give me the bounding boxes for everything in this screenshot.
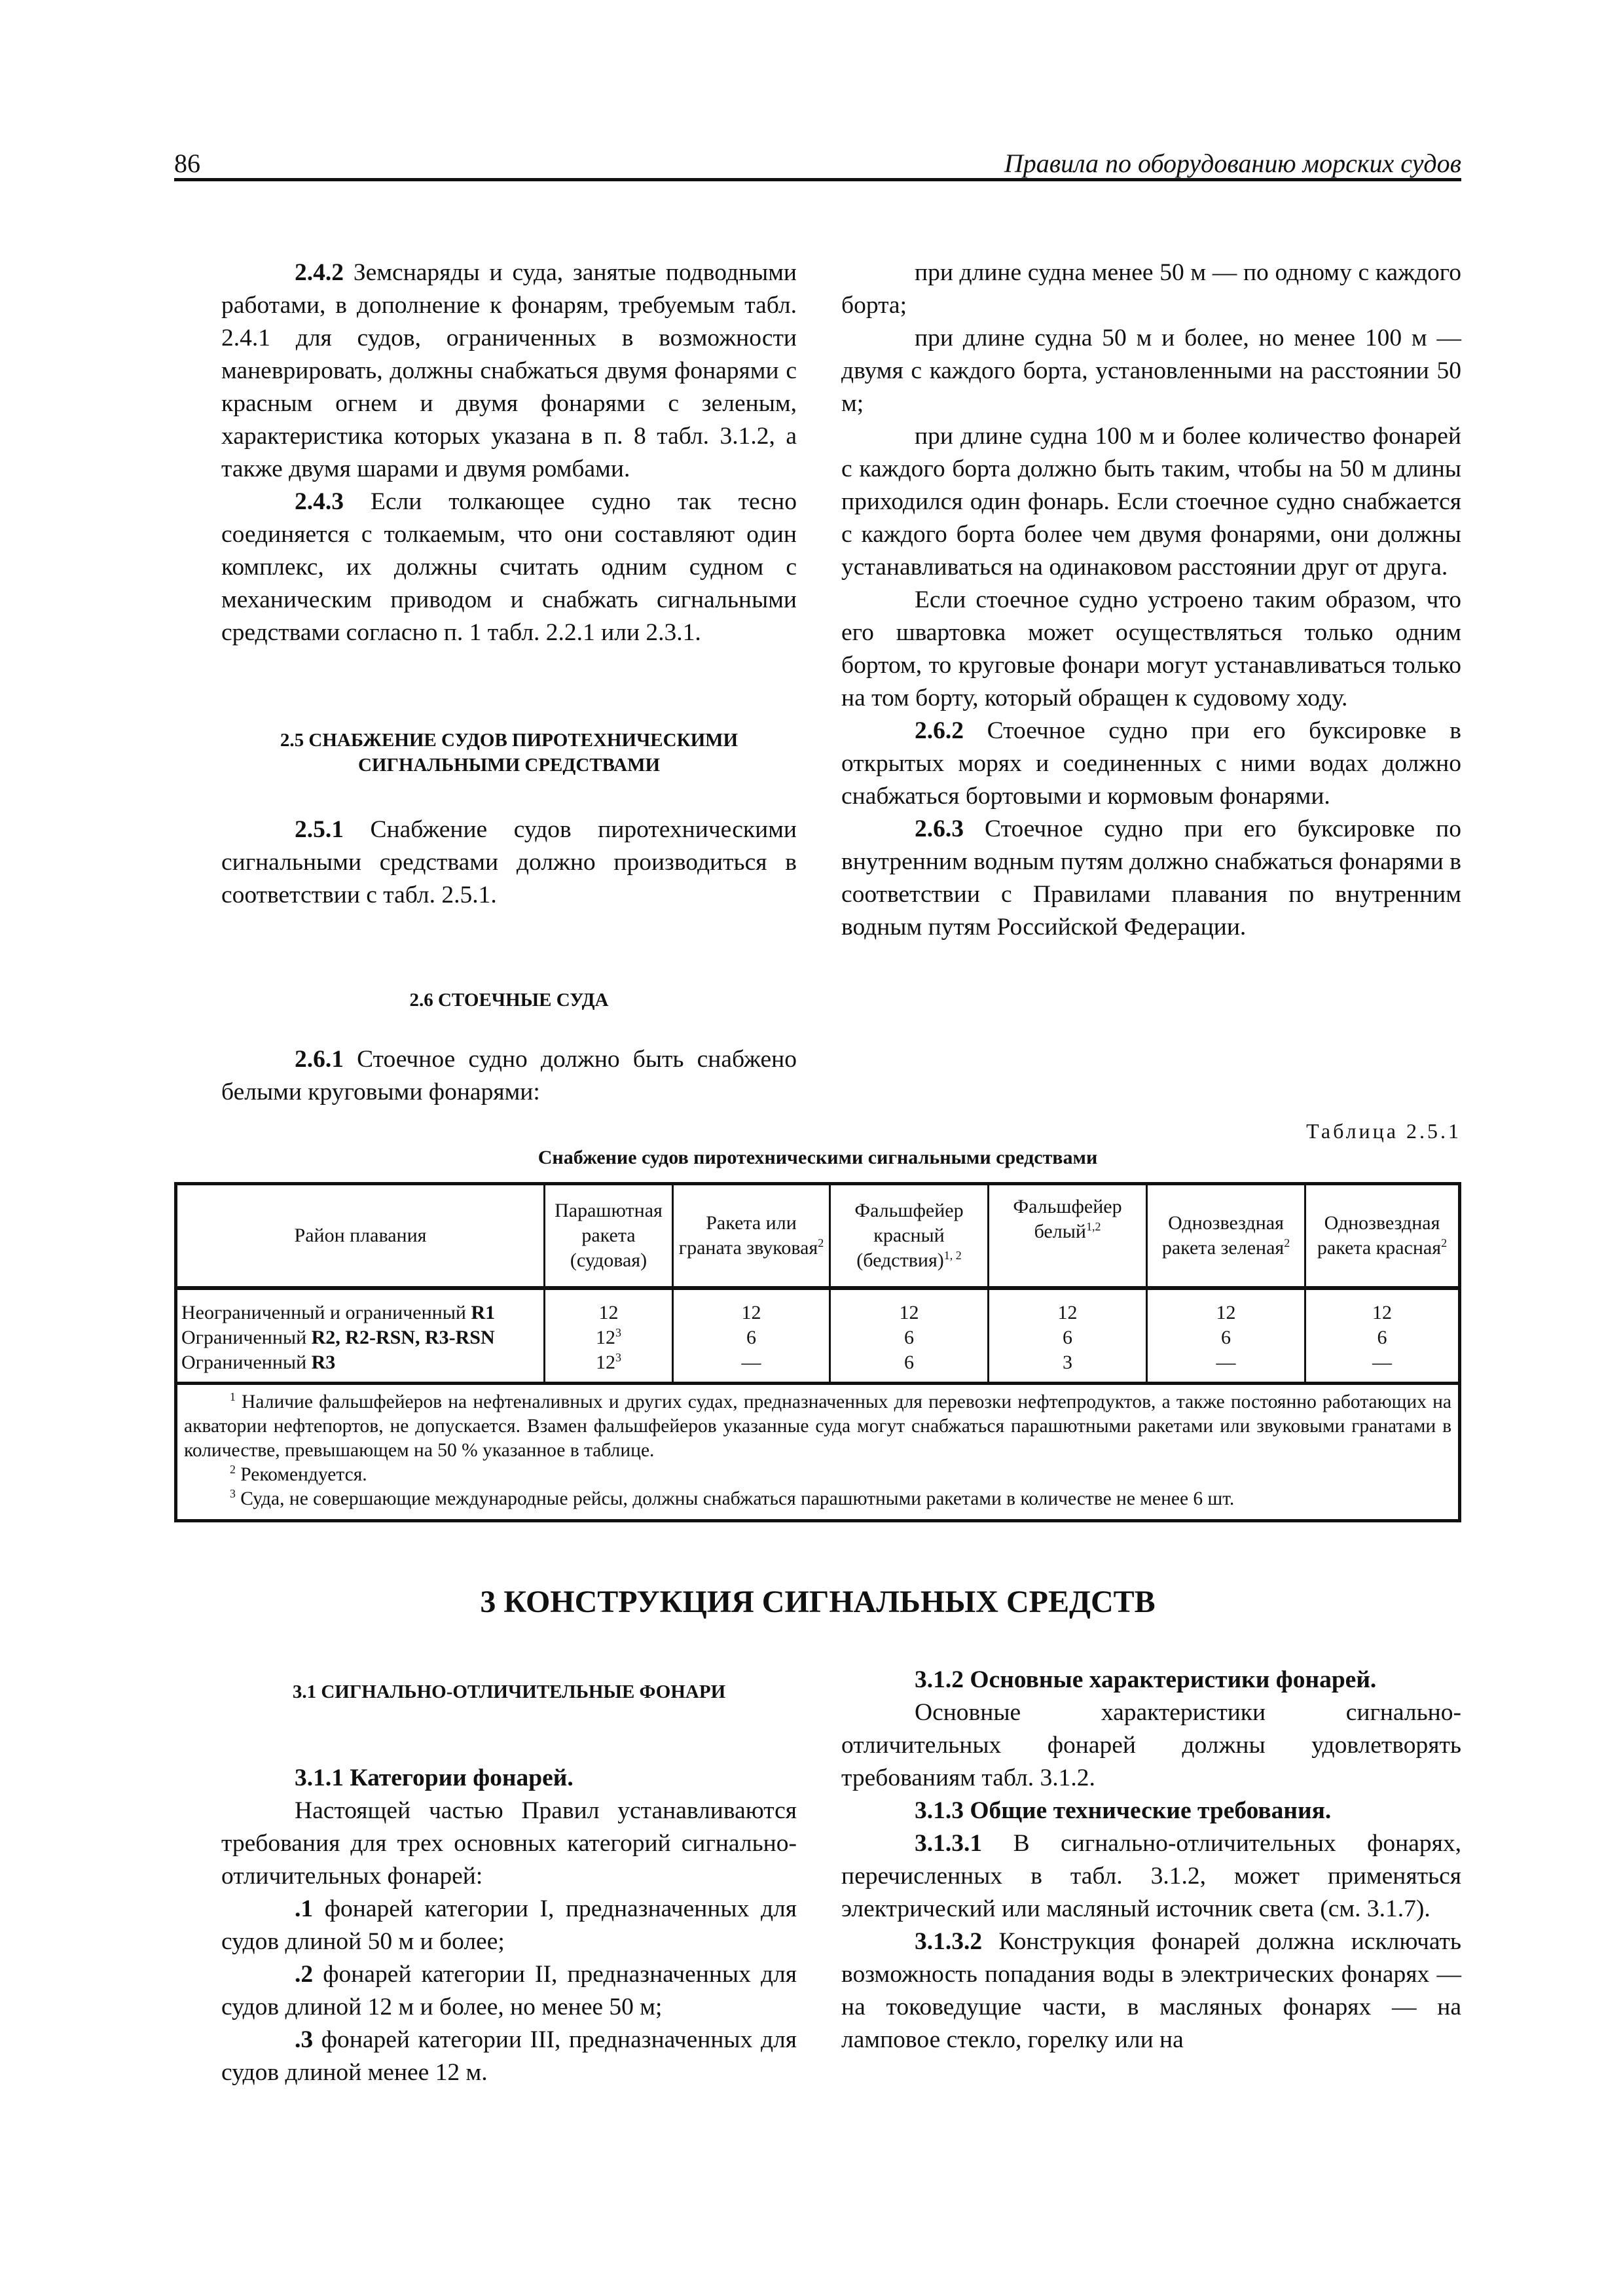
paragraph-2-5-1: 2.5.1 Снабжение судов пиротехническими сигнальными средствами должно производиться в соответствии с табл. 2.5.1. [221,816,797,908]
table-title: Снабжение судов пиротехническими сигнальными средствами [538,1147,1098,1168]
value-cell: 6 [1305,1325,1460,1350]
list-item: .2 фонарей категории II, предназначенных для судов длиной 12 м и более, но менее 50 м; [221,1961,797,2020]
section-title: 3 КОНСТРУКЦИЯ СИГНАЛЬНЫХ СРЕДСТВ [480,1585,1156,1619]
running-title: Правила по оборудованию морских судов [1004,149,1461,178]
table-footnote: $^3$ Суда, не совершающие международные рейсы, должны снабжаться парашютными ракетами в количестве не менее 6 шт. [230,1487,1235,1509]
value-cell: 12 [830,1288,989,1325]
table-label: Таблица 2.5.1 [1306,1119,1461,1143]
paragraph-3-1-3-2: 3.1.3.2 Конструкция фонарей должна исключать возможность попадания воды в электрических фонарях — на токоведущие части, в масляных фонарях — на ламповое стекло, горелку или на [841,1928,1461,2053]
header-cell: Ракета или граната звуковая$^2$ [673,1184,830,1289]
heading-3-1-2: 3.1.2 Основные характеристики фонарей. [915,1666,1377,1693]
table-row [176,1325,1460,1350]
header-cell: Фальшфейер белый$^{1,2}$ [989,1184,1147,1289]
value-cell: 12 [673,1288,830,1325]
value-cell: 12 [545,1288,673,1325]
heading-3-1-1: 3.1.1 Категории фонарей. [295,1765,574,1791]
supply-table [174,1182,1461,1522]
value-cell: 3 [989,1350,1147,1384]
left-column-section3 [221,1762,797,2089]
value-cell: — [673,1350,830,1384]
paragraph-2-4-2: 2.4.2 Земснаряды и суда, занятые подводными работами, в дополнение к фонарям, требуемым табл. 2.4.1 для судов, ограниченных в возможности маневрировать, должны снабжаться двумя фонарями с красным огнем и двумя фонарями с зеленым, характеристика которых указана в п. 8 табл. 3.1.2, а также двумя шарами и двумя ромбами. [221,259,797,482]
region-cell: Ограниченный R3 [176,1350,545,1384]
heading-2-5: 2.5 СНАБЖЕНИЕ СУДОВ ПИРОТЕХНИЧЕСКИМИ СИГНАЛЬНЫМИ СРЕДСТВАМИ [280,730,739,776]
table-footnote: $^2$ Рекомендуется. [230,1463,367,1485]
list-item: .3 фонарей категории III, предназначенных для судов длиной менее 12 м. [221,2026,797,2086]
header-cell: Фальшфейер красный (бедствия)$^{1, 2}$ [830,1184,989,1289]
page-header [174,145,1461,181]
paragraph: при длине судна 50 м и более, но менее 100 м — двумя с каждого борта, установленными на расстоянии 50 м; [841,325,1461,417]
value-cell: 12 [989,1288,1147,1325]
left-column-mid [221,814,797,912]
paragraph-2-6-3: 2.6.3 Стоечное судно при его буксировке по внутренним водным путям должно снабжаться фонарями в соответствии с Правилами плавания по внутренним водным путям Российской Федерации. [841,816,1461,941]
header-cell: Район плавания [176,1184,545,1289]
value-cell: 6 [1147,1325,1305,1350]
heading-3-1: 3.1 СИГНАЛЬНО-ОТЛИЧИТЕЛЬНЫЕ ФОНАРИ [292,1681,726,1702]
right-column-section3 [841,1664,1461,2056]
heading-2-6: 2.6 СТОЕЧНЫЕ СУДА [409,990,609,1011]
paragraph-2-6-1: 2.6.1 Стоечное судно должно быть снабжено белыми круговыми фонарями: [221,1046,797,1105]
region-cell: Ограниченный R2, R2-RSN, R3-RSN [176,1325,545,1350]
paragraph: Настоящей частью Правил устанавливаются требования для трех основных категорий сигнально-отличительных фонарей: [221,1797,797,1890]
value-cell: $12^3$ [545,1325,673,1350]
left-column-top [221,257,797,649]
value-cell: — [1147,1350,1305,1384]
paragraph: при длине судна 100 м и более количество фонарей с каждого борта должно быть таким, чтобы на 50 м длины приходился один фонарь. Если стоечное судно снабжается с каждого борта более чем двумя фонарями, они должны устанавливаться на одинаковом расстоянии друг от друга. [841,423,1461,581]
table-header-row [176,1184,1460,1289]
table-notes-row [176,1384,1460,1521]
table-row [176,1288,1460,1325]
right-column-top [841,257,1461,944]
value-cell: 6 [830,1325,989,1350]
value-cell: 6 [989,1325,1147,1350]
table-footnote: $^1$ Наличие фальшфейеров на нефтеналивных и других судах, предназначенных для перевозки нефтепродуктов, а также постоянно работающих на акватории нефтепортов, не допускается. Взамен фальшфейеров указанные суда могут снабжаться парашютными ракетами или звуковыми гранатами в количестве, превышающем на 50 % указанное в таблице. [184,1390,1451,1461]
page-number: 86 [174,149,200,178]
value-cell: 12 [1147,1288,1305,1325]
paragraph: Если стоечное судно устроено таким образом, что его швартовка может осуществляться только одним бортом, то круговые фонари могут устанавливаться только на том борту, который обращен к судовому ходу. [841,586,1461,711]
paragraph-2-4-3: 2.4.3 Если толкающее судно так тесно соединяется с толкаемым, что они составляют один комплекс, их должны считать одним судном с механическим приводом и снабжать сигнальными средствами согласно п. 1 табл. 2.2.1 или 2.3.1. [221,488,797,646]
paragraph-2-6-2: 2.6.2 Стоечное судно при его буксировке в открытых морях и соединенных с ними водах должно снабжаться бортовыми и кормовым фонарями. [841,717,1461,810]
value-cell: 6 [673,1325,830,1350]
header-cell: Однозвездная ракета красная$^2$ [1305,1184,1460,1289]
table-row [176,1350,1460,1384]
value-cell: — [1305,1350,1460,1384]
value-cell: 6 [830,1350,989,1384]
left-column-bottom [221,1043,797,1109]
value-cell: $12^3$ [545,1350,673,1384]
header-cell: Парашютная ракета (судовая) [545,1184,673,1289]
table-notes [176,1384,1460,1521]
paragraph: Основные характеристики сигнально-отличительных фонарей должны удовлетворять требованиям табл. 3.1.2. [841,1699,1461,1791]
heading-3-1-3: 3.1.3 Общие технические требования. [915,1797,1332,1824]
list-item: .1 фонарей категории I, предназначенных для судов длиной 50 м и более; [221,1895,797,1955]
paragraph: при длине судна менее 50 м — по одному с каждого борта; [841,259,1461,319]
paragraph-3-1-3-1: 3.1.3.1 В сигнально-отличительных фонарях, перечисленных в табл. 3.1.2, может применяться электрический или масляный источник света (см. 3.1.7). [841,1830,1461,1922]
header-cell: Однозвездная ракета зеленая$^2$ [1147,1184,1305,1289]
value-cell: 12 [1305,1288,1460,1325]
region-cell: Неограниченный и ограниченный R1 [176,1288,545,1325]
